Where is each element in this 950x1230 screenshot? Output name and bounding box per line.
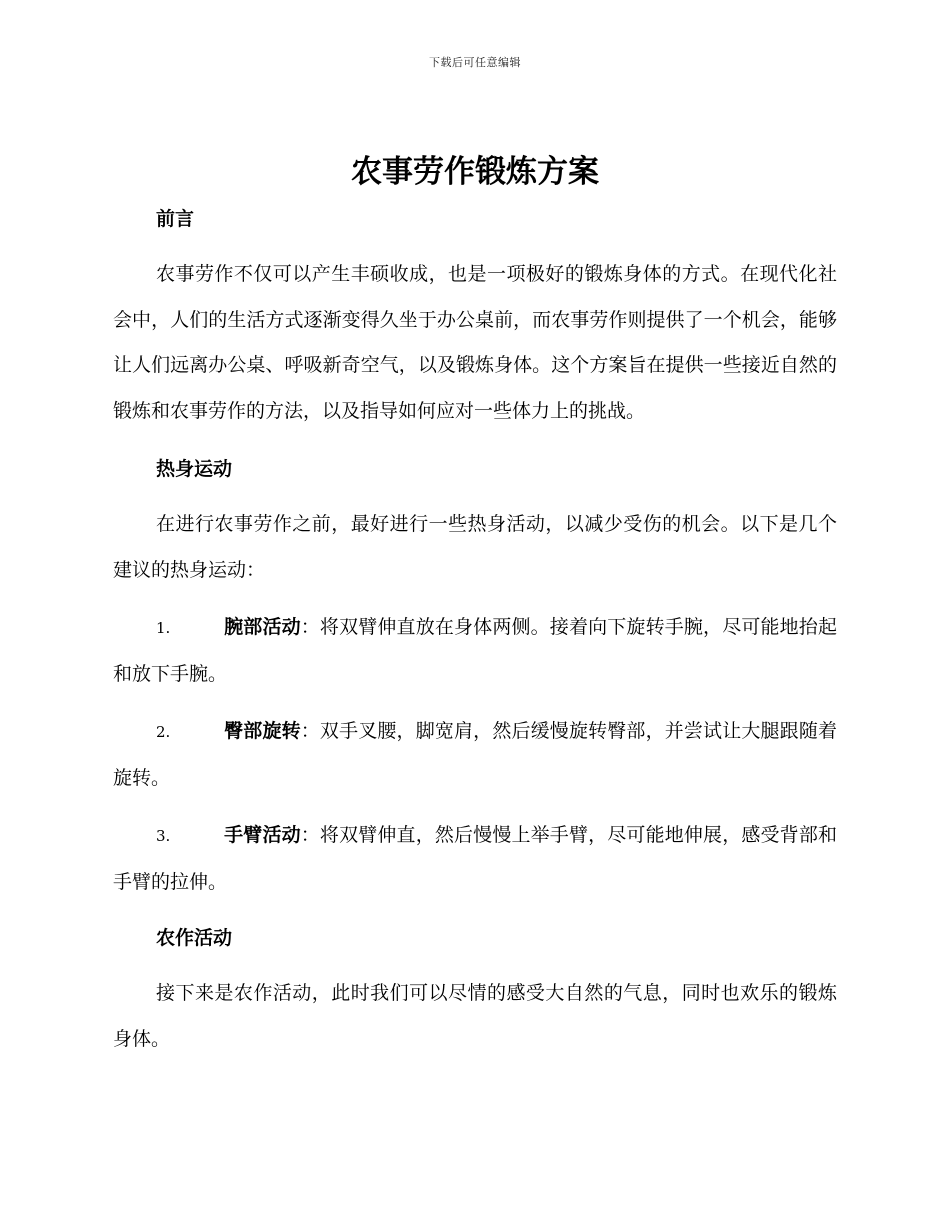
section-heading-farming: 农作活动 [156, 927, 233, 949]
list-item [113, 813, 837, 905]
list-item-term: 臀部旋转 [224, 720, 301, 742]
list-item-text: ：将双臂伸直放在身体两侧。接着向下旋转手腕，尽可能地抬起和放下手腕。 [113, 616, 837, 685]
list-item-number: 3. [156, 827, 171, 845]
list-item [113, 709, 837, 801]
section-heading-warmup: 热身运动 [156, 458, 233, 480]
list-item-term: 腕部活动 [224, 616, 301, 638]
list-item-number: 1. [156, 619, 171, 637]
list-item [113, 605, 837, 697]
warmup-paragraph: 在进行农事劳作之前，最好进行一些热身活动，以减少受伤的机会。以下是几个建议的热身运动： [113, 513, 837, 581]
preface-paragraph: 农事劳作不仅可以产生丰硕收成，也是一项极好的锻炼身体的方式。在现代化社会中，人们的生活方式逐渐变得久坐于办公桌前，而农事劳作则提供了一个机会，能够让人们远离办公桌、呼吸新奇空气，以及锻炼身体。这个方案旨在提供一些接近自然的锻炼和农事劳作的方法，以及指导如何应对一些体力上的挑战。 [113, 263, 837, 422]
list-item-term: 手臂活动 [224, 824, 301, 846]
list-item-text: ：将双臂伸直，然后慢慢上举手臂，尽可能地伸展，感受背部和手臂的拉伸。 [113, 824, 837, 893]
document-body [113, 148, 837, 1062]
document-title: 农事劳作锻炼方案 [351, 154, 599, 190]
list-item-number: 2. [156, 723, 171, 741]
page-header-note: 下载后可任意编辑 [429, 56, 521, 69]
farming-paragraph: 接下来是农作活动，此时我们可以尽情的感受大自然的气息，同时也欢乐的锻炼身体。 [113, 982, 837, 1050]
section-heading-preface: 前言 [156, 208, 195, 230]
list-item-text: ：双手叉腰，脚宽肩，然后缓慢旋转臀部，并尝试让大腿跟随着旋转。 [113, 720, 837, 789]
